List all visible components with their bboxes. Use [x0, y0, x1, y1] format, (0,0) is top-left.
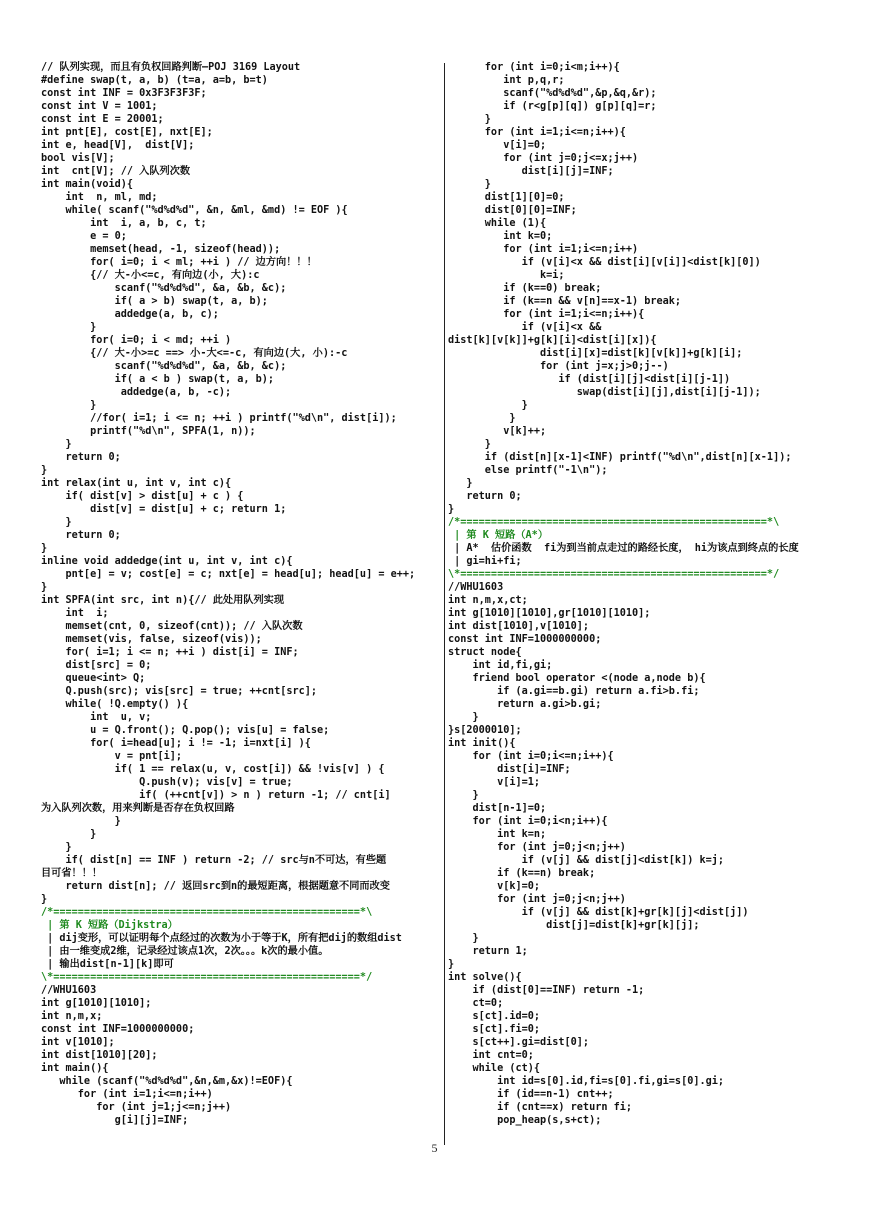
code-line: for (int i=1;i<=n;i++) — [41, 1089, 213, 1100]
code-line: for (int j=0;j<n;j++) — [448, 894, 626, 905]
code-line: for( i=head[u]; i != -1; i=nxt[i] ){ — [41, 738, 311, 749]
code-line: return dist[n]; // 返回src到n的最短距离，根据题意不同而改变 — [41, 881, 390, 892]
code-line: dist[1][0]=0; — [448, 192, 565, 203]
code-line: //WHU1603 — [41, 985, 97, 996]
code-line: for( i=0; i < md; ++i ) — [41, 335, 232, 346]
code-line: if( a > b) swap(t, a, b); — [41, 296, 268, 307]
code-line: if (k==n && v[n]==x-1) break; — [448, 296, 682, 307]
code-line: for( i=0; i < ml; ++i ) // 边方向！！！ — [41, 257, 317, 268]
code-line: if (dist[i][j]<dist[i][j-1]) — [448, 374, 731, 385]
code-line: scanf("%d%d%d", &a, &b, &c); — [41, 361, 287, 372]
code-line: memset(cnt, 0, sizeof(cnt)); // 入队次数 — [41, 621, 303, 632]
code-line: v[i]=1; — [448, 777, 541, 788]
code-line: } — [448, 413, 516, 424]
code-line: } — [448, 790, 479, 801]
code-line: if (a.gi==b.gi) return a.fi>b.fi; — [448, 686, 700, 697]
code-line: dist[n-1]=0; — [448, 803, 547, 814]
code-line: } — [448, 439, 491, 450]
code-line: for (int j=0;j<n;j++) — [448, 842, 626, 853]
code-line: if (v[i]<x && — [448, 322, 602, 333]
code-line: } — [41, 439, 72, 450]
code-line: while (scanf("%d%d%d",&n,&m,&x)!=EOF){ — [41, 1076, 293, 1087]
code-line: {// 大-小>=c ==> 小-大<=-c, 有向边(大, 小):-c — [41, 348, 348, 359]
code-line: int g[1010][1010]; — [41, 998, 152, 1009]
code-line: int k=n; — [448, 829, 547, 840]
code-line: scanf("%d%d%d", &a, &b, &c); — [41, 283, 287, 294]
code-line: pnt[e] = v; cost[e] = c; nxt[e] = head[u]; head[u] = e++; — [41, 569, 416, 580]
code-line: if (r<g[p][q]) g[p][q]=r; — [448, 101, 657, 112]
code-line: printf("%d\n", SPFA(1, n)); — [41, 426, 256, 437]
code-line: } — [41, 816, 121, 827]
code-line: bool vis[V]; — [41, 153, 115, 164]
code-line: swap(dist[i][j],dist[i][j-1]); — [448, 387, 761, 398]
code-line: dist[0][0]=INF; — [448, 205, 577, 216]
code-line: memset(head, -1, sizeof(head)); — [41, 244, 281, 255]
code-line: 目可省！！！ — [41, 868, 103, 879]
code-line: dist[i][j]=INF; — [448, 166, 614, 177]
code-line: } — [41, 829, 97, 840]
code-line: for (int j=0;j<=x;j++) — [448, 153, 639, 164]
code-line: } — [448, 504, 455, 515]
code-line: } — [448, 712, 479, 723]
code-line: const int V = 1001; — [41, 101, 158, 112]
code-line: int relax(int u, int v, int c){ — [41, 478, 232, 489]
code-line: \*==================================================*/ — [41, 972, 373, 983]
code-line: e = 0; — [41, 231, 127, 242]
code-line: int i, a, b, c, t; — [41, 218, 207, 229]
code-line: if( (++cnt[v]) > n ) return -1; // cnt[i] — [41, 790, 391, 801]
code-line: if( dist[n] == INF ) return -2; // src与n不可达，有些题 — [41, 855, 387, 866]
code-line: int n,m,x,ct; — [448, 595, 528, 606]
code-line: inline void addedge(int u, int v, int c){ — [41, 556, 293, 567]
code-line: if (dist[0]==INF) return -1; — [448, 985, 645, 996]
code-line: Q.push(v); vis[v] = true; — [41, 777, 293, 788]
code-line: if (v[j] && dist[j]<dist[k]) k=j; — [448, 855, 725, 866]
code-line: const int INF = 0x3F3F3F3F; — [41, 88, 207, 99]
code-line: v[k]++; — [448, 426, 547, 437]
code-line: for (int i=0;i<m;i++){ — [448, 62, 620, 73]
code-line: ct=0; — [448, 998, 504, 1009]
code-line: | 输出dist[n-1][k]即可 — [41, 959, 174, 970]
code-line: } — [41, 517, 72, 528]
code-line: if (cnt==x) return fi; — [448, 1102, 633, 1113]
code-line: int k=0; — [448, 231, 553, 242]
code-line: for (int i=1;i<=n;i++){ — [448, 127, 626, 138]
code-line: } — [41, 543, 48, 554]
code-line: const int E = 20001; — [41, 114, 164, 125]
code-line: } — [448, 114, 491, 125]
code-line: | 由一维变成2维，记录经过该点1次，2次。。。k次的最小值。 — [41, 946, 329, 957]
code-line: int pnt[E], cost[E], nxt[E]; — [41, 127, 213, 138]
code-line: int g[1010][1010],gr[1010][1010]; — [448, 608, 651, 619]
code-line: Q.push(src); vis[src] = true; ++cnt[src]; — [41, 686, 318, 697]
code-line: s[ct].id=0; — [448, 1011, 541, 1022]
code-line: | 第 K 短路（Dijkstra） — [41, 920, 178, 931]
code-line: while( !Q.empty() ){ — [41, 699, 189, 710]
code-line: const int INF=1000000000; — [41, 1024, 195, 1035]
code-line: u = Q.front(); Q.pop(); vis[u] = false; — [41, 725, 330, 736]
code-line: pop_heap(s,s+ct); — [448, 1115, 602, 1126]
code-line: k=i; — [448, 270, 565, 281]
code-line: for (int i=1;i<=n;i++){ — [448, 309, 645, 320]
code-line: return 1; — [448, 946, 528, 957]
code-line: int u, v; — [41, 712, 152, 723]
code-line: dist[k][v[k]]+g[k][i]<dist[i][x]){ — [448, 335, 657, 346]
code-line: } — [448, 933, 479, 944]
code-line: dist[v] = dist[u] + c; return 1; — [41, 504, 287, 515]
code-line: while (1){ — [448, 218, 547, 229]
code-line: int v[1010]; — [41, 1037, 115, 1048]
code-line: \*==================================================*/ — [448, 569, 780, 580]
code-line: for (int i=0;i<=n;i++){ — [448, 751, 614, 762]
code-line: if (dist[n][x-1]<INF) printf("%d\n",dist[n][x-1]); — [448, 452, 792, 463]
code-line: int init(){ — [448, 738, 516, 749]
code-line: } — [448, 179, 491, 190]
code-line: g[i][j]=INF; — [41, 1115, 189, 1126]
code-line: int dist[1010][20]; — [41, 1050, 158, 1061]
code-line: int main(void){ — [41, 179, 134, 190]
left-code-column — [41, 61, 441, 1127]
code-line: } — [41, 894, 48, 905]
code-line: } — [448, 959, 455, 970]
code-line: int i; — [41, 608, 109, 619]
code-line: int dist[1010],v[1010]; — [448, 621, 590, 632]
right-code-column — [448, 61, 850, 1127]
code-line: 为入队列次数，用来判断是否存在负权回路 — [41, 803, 235, 814]
code-line: } — [41, 322, 97, 333]
code-line: } — [41, 842, 72, 853]
code-line: int n,m,x; — [41, 1011, 103, 1022]
code-line: for( i=1; i <= n; ++i ) dist[i] = INF; — [41, 647, 299, 658]
code-line: if( a < b ) swap(t, a, b); — [41, 374, 275, 385]
code-line: if (k==0) break; — [448, 283, 602, 294]
code-line: if (v[i]<x && dist[i][v[i]]<dist[k][0]) — [448, 257, 761, 268]
code-line: friend bool operator <(node a,node b){ — [448, 673, 706, 684]
page-number: 5 — [431, 1141, 438, 1155]
code-line: } — [41, 582, 48, 593]
code-line: for (int j=1;j<=n;j++) — [41, 1102, 232, 1113]
code-line: // 队列实现，而且有负权回路判断—POJ 3169 Layout — [41, 62, 301, 73]
code-line: v[k]=0; — [448, 881, 541, 892]
code-line: return 0; — [448, 491, 522, 502]
code-line: | dij变形，可以证明每个点经过的次数为小于等于K，所有把dij的数组dist — [41, 933, 402, 944]
code-line: | A* 估价函数 fi为到当前点走过的路经长度， hi为该点到终点的长度 — [448, 543, 799, 554]
code-line: if (id==n-1) cnt++; — [448, 1089, 614, 1100]
code-line: } — [41, 465, 48, 476]
column-divider — [444, 63, 445, 1145]
code-line: int solve(){ — [448, 972, 522, 983]
code-line: /*==================================================*\ — [448, 517, 780, 528]
code-line: }s[2000010]; — [448, 725, 522, 736]
code-line: /*==================================================*\ — [41, 907, 373, 918]
code-line: if (k==n) break; — [448, 868, 596, 879]
code-line: //WHU1603 — [448, 582, 504, 593]
code-line: int cnt=0; — [448, 1050, 534, 1061]
code-line: dist[i]=INF; — [448, 764, 571, 775]
code-line: int id=s[0].id,fi=s[0].fi,gi=s[0].gi; — [448, 1076, 725, 1087]
code-line: queue<int> Q; — [41, 673, 146, 684]
code-line: int e, head[V], dist[V]; — [41, 140, 195, 151]
code-line: while( scanf("%d%d%d", &n, &ml, &md) != EOF ){ — [41, 205, 348, 216]
code-line: int id,fi,gi; — [448, 660, 553, 671]
code-line: if (v[j] && dist[k]+gr[k][j]<dist[j]) — [448, 907, 749, 918]
code-line: s[ct++].gi=dist[0]; — [448, 1037, 590, 1048]
code-line: memset(vis, false, sizeof(vis)); — [41, 634, 262, 645]
code-line: if( 1 == relax(u, v, cost[i]) && !vis[v] ) { — [41, 764, 385, 775]
code-line: while (ct){ — [448, 1063, 541, 1074]
code-line: int p,q,r; — [448, 75, 565, 86]
code-line: return a.gi>b.gi; — [448, 699, 602, 710]
code-line: int main(){ — [41, 1063, 109, 1074]
code-line: dist[src] = 0; — [41, 660, 152, 671]
code-line: #define swap(t, a, b) (t=a, a=b, b=t) — [41, 75, 268, 86]
code-line: int SPFA(int src, int n){// 此处用队列实现 — [41, 595, 285, 606]
code-line: else printf("-1\n"); — [448, 465, 608, 476]
code-line: | 第 K 短路（A*） — [448, 530, 549, 541]
code-line: v[i]=0; — [448, 140, 547, 151]
code-line: const int INF=1000000000; — [448, 634, 602, 645]
code-line: return 0; — [41, 530, 121, 541]
code-line: for (int j=x;j>0;j--) — [448, 361, 669, 372]
code-line: dist[j]=dist[k]+gr[k][j]; — [448, 920, 700, 931]
code-line: } — [448, 400, 528, 411]
code-line: //for( i=1; i <= n; ++i ) printf("%d\n", dist[i]); — [41, 413, 397, 424]
code-line: struct node{ — [448, 647, 522, 658]
code-line: addedge(a, b, -c); — [41, 387, 232, 398]
code-line: } — [41, 400, 97, 411]
code-line: if( dist[v] > dist[u] + c ) { — [41, 491, 244, 502]
code-line: | gi=hi+fi; — [448, 556, 522, 567]
code-line: return 0; — [41, 452, 121, 463]
code-line: dist[i][x]=dist[k][v[k]]+g[k][i]; — [448, 348, 743, 359]
code-line: int cnt[V]; // 入队列次数 — [41, 166, 191, 177]
code-line: {// 大-小<=c, 有向边(小, 大):c — [41, 270, 260, 281]
code-line: s[ct].fi=0; — [448, 1024, 541, 1035]
code-line: int n, ml, md; — [41, 192, 158, 203]
code-line: for (int i=1;i<=n;i++) — [448, 244, 639, 255]
code-line: addedge(a, b, c); — [41, 309, 219, 320]
code-line: scanf("%d%d%d",&p,&q,&r); — [448, 88, 657, 99]
code-line: for (int i=0;i<n;i++){ — [448, 816, 608, 827]
code-line: v = pnt[i]; — [41, 751, 183, 762]
code-line: } — [448, 478, 473, 489]
